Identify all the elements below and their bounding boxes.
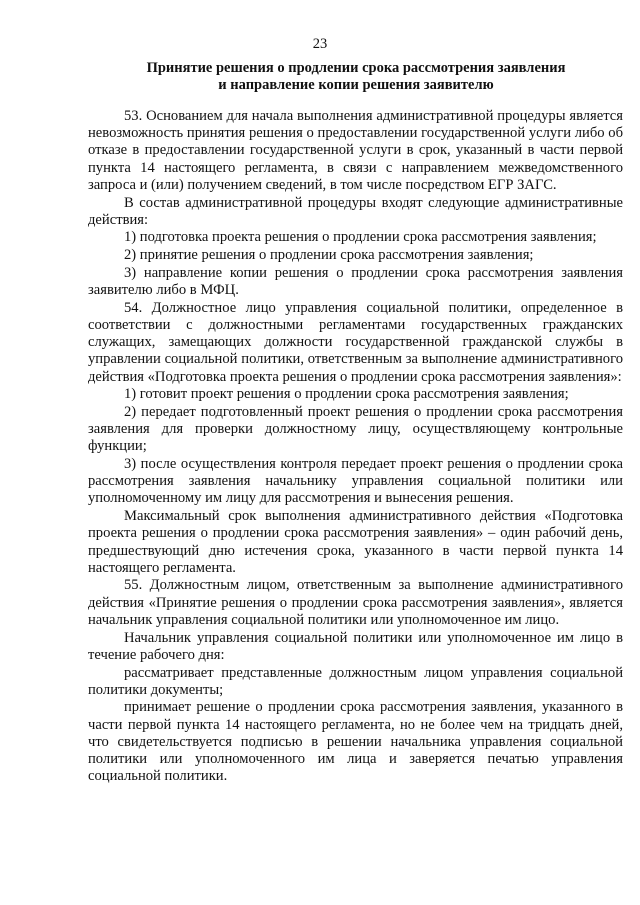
page-number: 23 <box>312 36 328 52</box>
heading-line-2: и направление копии решения заявителю <box>218 77 494 93</box>
paragraph-review-documents: рассматривает представленные должностным лицом управления социальной политики документы; <box>88 664 623 698</box>
list-item-1: 1) готовит проект решения о продлении срока рассмотрения заявления; <box>124 386 569 403</box>
paragraph-54: 54. Должностное лицо управления социальной политики, определенное в соответствии с должностными регламентами государственных гражданских служащих, замещающих должности государственной гражданской службы в управлении социальной политики, ответственным за выполнение административного действия «Подготовка проекта решения о продлении срока рассмотрения заявления»: <box>88 299 623 385</box>
list-item-1: 1) подготовка проекта решения о продлении срока рассмотрения заявления; <box>124 229 597 246</box>
paragraph-head-actions: Начальник управления социальной политики или уполномоченное им лицо в течение рабочего дня: <box>88 629 623 663</box>
paragraph-procedure-composition: В состав административной процедуры входят следующие административные действия: <box>88 194 623 228</box>
list-item-2: 2) передает подготовленный проект решения о продлении срока рассмотрения заявления для проверки должностному лицу, осуществляющему контрольные функции; <box>88 403 623 455</box>
document-body <box>88 108 623 785</box>
list-item-3: 3) направление копии решения о продлении срока рассмотрения заявления заявителю либо в МФЦ. <box>88 264 623 299</box>
paragraph-make-decision: принимает решение о продлении срока рассмотрения заявления, указанного в части первой пункта 14 настоящего регламента, но не более чем на тридцать дней, что свидетельствуется подписью в решении начальника управления социальной политики или уполномоченного им лица и заверяется печатью управления социальной политики. <box>88 699 623 785</box>
paragraph-55: 55. Должностным лицом, ответственным за выполнение административного действия «Принятие решения о продлении срока рассмотрения заявления», является начальник управления социальной политики или уполномоченное им лицо. <box>88 577 623 628</box>
list-item-2: 2) принятие решения о продлении срока рассмотрения заявления; <box>124 247 534 264</box>
heading-line-1: Принятие решения о продлении срока рассмотрения заявления <box>146 60 566 76</box>
paragraph-max-duration: Максимальный срок выполнения административного действия «Подготовка проекта решения о продлении срока рассмотрения заявления» – один рабочий день, предшествующий дню истечения срока, указанного в части первой пункта 14 настоящего регламента. <box>88 508 623 576</box>
section-heading <box>88 60 624 94</box>
list-item-3: 3) после осуществления контроля передает проект решения о продлении срока рассмотрения заявления начальнику управления социальной политики или уполномоченному им лицу для рассмотрения и вынесения решения. <box>88 456 623 507</box>
paragraph-53: 53. Основанием для начала выполнения административной процедуры является невозможность принятия решения о предоставлении государственной услуги либо об отказе в предоставлении государственной услуги в срок, указанный в части первой пункта 14 настоящего регламента, в связи с направлением межведомственного запроса и (или) получением сведений, в том числе посредством ЕГР ЗАГС. <box>88 108 623 193</box>
